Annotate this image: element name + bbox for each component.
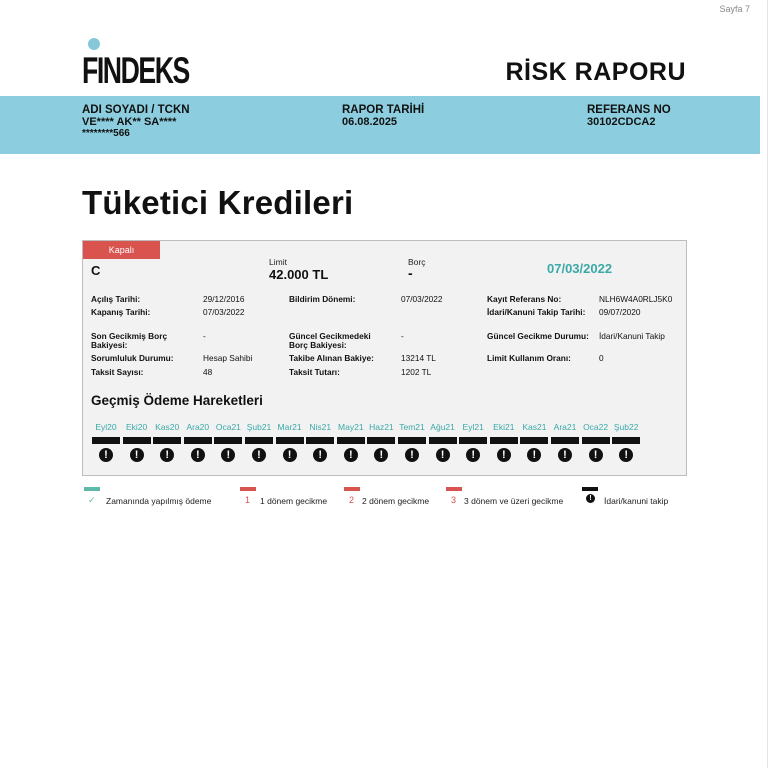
history-month <box>581 422 611 462</box>
history-month <box>244 422 274 462</box>
legend-three-period-label: 3 dönem ve üzeri gecikme <box>464 496 564 506</box>
notification-period-label: Bildirim Dönemi: <box>289 294 356 304</box>
history-month <box>397 422 427 462</box>
last-overdue-label: Son Gecikmiş Borç Bakiyesi: <box>91 331 168 350</box>
history-month-label: Nis21 <box>309 422 332 432</box>
limit-usage-value: 0 <box>599 353 604 363</box>
three-period-mark: 3 <box>451 495 457 505</box>
installment-amount-label: Taksit Tutarı: <box>289 367 340 377</box>
history-status-bar <box>367 437 395 444</box>
tckn-value: ********566 <box>82 128 130 139</box>
status-badge: Kapalı <box>83 241 160 259</box>
reference-label: REFERANS NO <box>587 104 671 116</box>
report-info-band <box>0 96 760 154</box>
history-status-bar <box>184 437 212 444</box>
logo-text: FINDEKS <box>82 50 189 91</box>
history-status-bar <box>490 437 518 444</box>
history-month-label: Eki20 <box>125 422 148 432</box>
on-time-swatch <box>84 487 100 491</box>
history-month <box>275 422 305 462</box>
history-month <box>489 422 519 462</box>
legal-followup-swatch <box>582 487 598 491</box>
closing-date-value: 07/03/2022 <box>203 307 245 317</box>
exclamation-icon: ! <box>252 448 266 462</box>
history-month-label: Oca22 <box>583 422 609 432</box>
history-status-bar <box>214 437 242 444</box>
history-status-bar <box>520 437 548 444</box>
opening-date-value: 29/12/2016 <box>203 294 245 304</box>
exclamation-icon: ! <box>405 448 419 462</box>
history-month-label: Kas21 <box>522 422 547 432</box>
current-overdue-label: Güncel Gecikmedeki Borç Bakiyesi: <box>289 331 371 350</box>
followup-balance-label: Takibe Alınan Bakiye: <box>289 353 374 363</box>
history-month-label: Ara21 <box>553 422 577 432</box>
report-date-value: 06.08.2025 <box>342 116 398 128</box>
exclamation-icon: ! <box>466 448 480 462</box>
notification-period-value: 07/03/2022 <box>401 294 443 304</box>
history-month <box>428 422 458 462</box>
history-status-bar <box>153 437 181 444</box>
closing-date-label: Kapanış Tarihi: <box>91 307 151 317</box>
history-month-label: Eki21 <box>493 422 515 432</box>
page-number: Sayfa 7 <box>719 4 750 14</box>
check-icon: ✓ <box>88 495 96 505</box>
two-period-swatch <box>344 487 360 491</box>
one-period-mark: 1 <box>245 495 251 505</box>
history-month <box>305 422 335 462</box>
debt-label: Borç <box>408 257 426 267</box>
debt-block <box>408 257 425 281</box>
exclamation-icon: ! <box>221 448 235 462</box>
history-month-label: Eyl21 <box>462 422 484 432</box>
payment-history-title: Geçmiş Ödeme Hareketleri <box>91 393 263 408</box>
history-status-bar <box>92 437 120 444</box>
history-month-label: Haz21 <box>369 422 394 432</box>
history-month <box>458 422 488 462</box>
date-block <box>342 104 424 128</box>
exclamation-icon: ! <box>130 448 144 462</box>
responsibility-value: Hesap Sahibi <box>203 353 253 363</box>
three-period-swatch <box>446 487 462 491</box>
exclamation-icon: ! <box>558 448 572 462</box>
exclamation-icon: ! <box>99 448 113 462</box>
last-overdue-value: - <box>203 331 206 341</box>
history-month-label: Kas20 <box>155 422 180 432</box>
debt-value: - <box>408 265 413 281</box>
legal-followup-date-value: 09/07/2020 <box>599 307 641 317</box>
history-month-label: Mar21 <box>277 422 302 432</box>
limit-label: Limit <box>269 257 287 267</box>
limit-usage-label: Limit Kullanım Oranı: <box>487 353 571 363</box>
installment-count-label: Taksit Sayısı: <box>91 367 144 377</box>
exclamation-icon: ! <box>374 448 388 462</box>
name-block <box>82 104 190 139</box>
history-status-bar <box>612 437 640 444</box>
lender-name: C <box>91 263 101 278</box>
current-delay-status-label: Güncel Gecikme Durumu: <box>487 331 589 341</box>
record-ref-label: Kayıt Referans No: <box>487 294 562 304</box>
history-status-bar <box>245 437 273 444</box>
history-month <box>611 422 641 462</box>
exclamation-icon: ! <box>436 448 450 462</box>
exclamation-icon: ! <box>283 448 297 462</box>
history-month-label: Ara20 <box>186 422 210 432</box>
name-label: ADI SOYADI / TCKN <box>82 104 190 116</box>
followup-balance-value: 13214 TL <box>401 353 436 363</box>
history-month <box>519 422 549 462</box>
exclamation-icon: ! <box>497 448 511 462</box>
name-value: VE**** AK** SA**** <box>82 116 177 128</box>
history-month <box>152 422 182 462</box>
history-month-label: Ağu21 <box>430 422 455 432</box>
exclamation-icon: ! <box>589 448 603 462</box>
history-month-label: Eyl20 <box>95 422 117 432</box>
one-period-swatch <box>240 487 256 491</box>
installment-count-value: 48 <box>203 367 213 377</box>
history-month <box>213 422 243 462</box>
limit-value: 42.000 TL <box>269 267 329 282</box>
history-status-bar <box>123 437 151 444</box>
history-month <box>550 422 580 462</box>
current-delay-status-value: İdari/Kanuni Takip <box>599 331 665 341</box>
history-status-bar <box>337 437 365 444</box>
responsibility-label: Sorumluluk Durumu: <box>91 353 174 363</box>
history-month <box>366 422 396 462</box>
two-period-mark: 2 <box>349 495 355 505</box>
legend-legal-followup-label: İdari/kanuni takip <box>604 496 669 506</box>
history-month-label: Tem21 <box>399 422 425 432</box>
installment-amount-value: 1202 TL <box>401 367 432 377</box>
history-status-bar <box>582 437 610 444</box>
current-overdue-value: - <box>401 331 404 341</box>
history-month-label: Şub22 <box>613 422 639 432</box>
legend <box>82 487 682 511</box>
logo-dot-icon <box>88 38 100 50</box>
closing-date-highlight: 07/03/2022 <box>547 261 613 276</box>
reference-value: 30102CDCA2 <box>587 116 656 128</box>
history-status-bar <box>459 437 487 444</box>
exclamation-icon: ! <box>191 448 205 462</box>
exclamation-icon: ! <box>527 448 541 462</box>
legal-followup-date-label: İdari/Kanuni Takip Tarihi: <box>487 307 586 317</box>
legend-one-period-label: 1 dönem gecikme <box>260 496 328 506</box>
history-month-label: May21 <box>338 422 364 432</box>
exclamation-icon: ! <box>586 494 595 503</box>
reference-block <box>587 104 671 128</box>
history-month-label: Şub21 <box>246 422 272 432</box>
report-date-label: RAPOR TARİHİ <box>342 104 425 116</box>
history-month <box>91 422 121 462</box>
exclamation-icon: ! <box>160 448 174 462</box>
history-status-bar <box>306 437 334 444</box>
history-status-bar <box>398 437 426 444</box>
exclamation-icon: ! <box>619 448 633 462</box>
exclamation-icon: ! <box>313 448 327 462</box>
history-status-bar <box>276 437 304 444</box>
credit-card <box>82 240 687 476</box>
history-status-bar <box>551 437 579 444</box>
history-month-label: Oca21 <box>215 422 241 432</box>
legend-on-time-label: Zamanında yapılmış ödeme <box>106 496 212 506</box>
report-title: RİSK RAPORU <box>505 58 686 86</box>
history-status-bar <box>429 437 457 444</box>
limit-block <box>269 257 328 282</box>
history-month <box>336 422 366 462</box>
history-month <box>183 422 213 462</box>
legend-two-period-label: 2 dönem gecikme <box>362 496 430 506</box>
record-ref-value: NLH6W4A0RLJ5K0 <box>599 294 673 304</box>
section-title: Tüketici Kredileri <box>82 184 354 221</box>
exclamation-icon: ! <box>344 448 358 462</box>
findeks-logo <box>82 38 189 94</box>
history-month <box>122 422 152 462</box>
opening-date-label: Açılış Tarihi: <box>91 294 141 304</box>
